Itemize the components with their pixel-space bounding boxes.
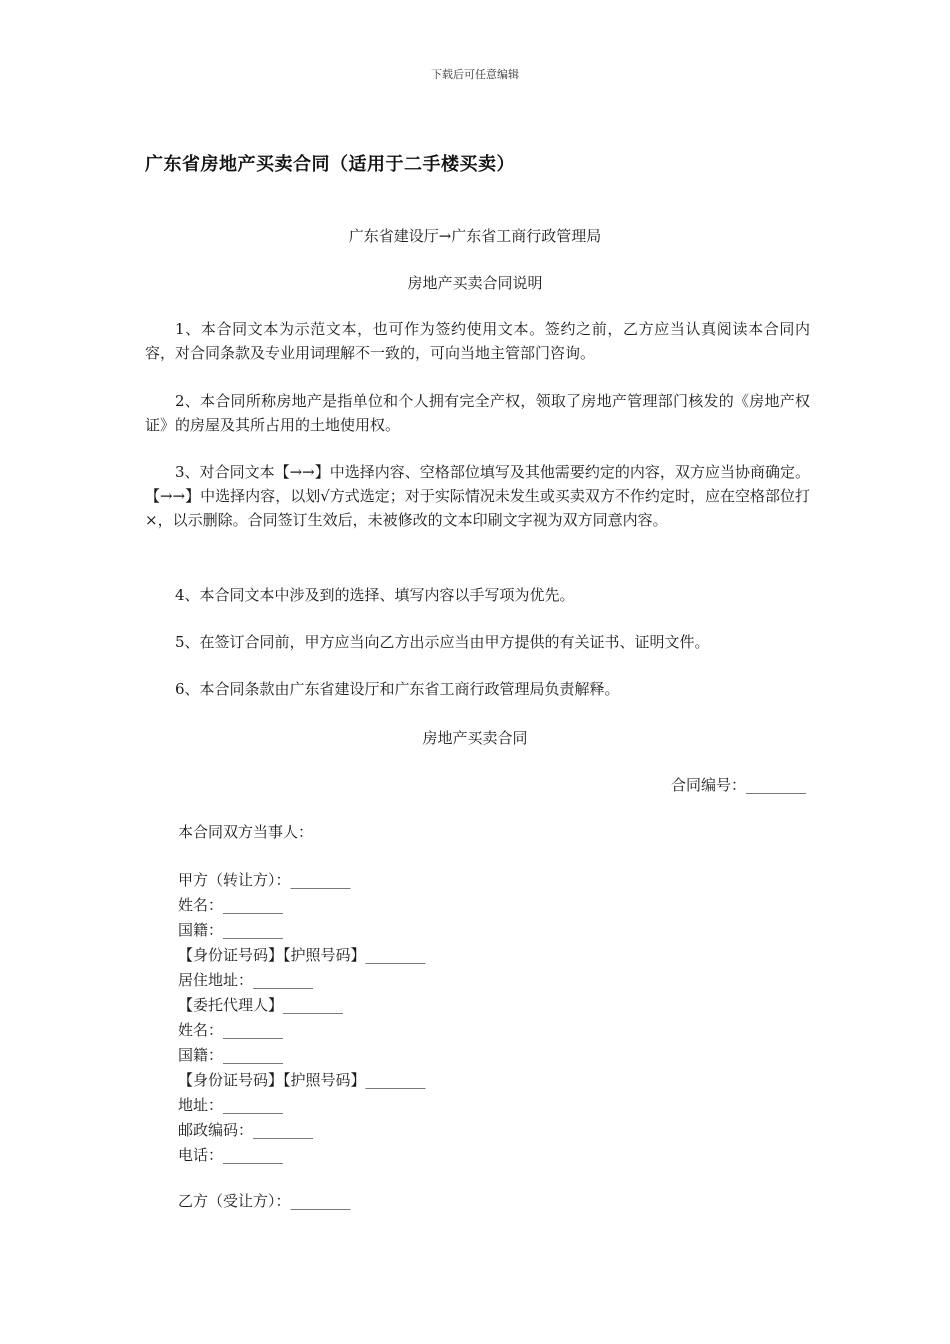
explanation-item-5: 5、在签订合同前，甲方应当向乙方出示应当由甲方提供的有关证书、证明文件。 <box>175 633 710 651</box>
contract-heading: 房地产买卖合同 <box>422 729 528 747</box>
parties-intro: 本合同双方当事人： <box>178 823 314 841</box>
explanation-item-4: 4、本合同文本中涉及到的选择、填写内容以手写项为优先。 <box>175 586 575 604</box>
explanation-heading: 房地产买卖合同说明 <box>407 274 543 292</box>
party-a-fields <box>178 868 426 1168</box>
document-title: 广东省房地产买卖合同（适用于二手楼买卖） <box>145 154 515 175</box>
contract-number-field: 合同编号：________ <box>670 776 806 794</box>
party-a-id-field: 【身份证号码】【护照号码】________ <box>178 946 426 964</box>
explanation-item-2: 2、本合同所称房地产是指单位和个人拥有完全产权，领取了房地产管理部门核发的《房地产权证》的房屋及其所占用的土地使用权。 <box>145 392 810 434</box>
agent-address-field: 地址：________ <box>178 1096 284 1114</box>
agent-label: 【委托代理人】________ <box>178 996 344 1014</box>
explanation-item-6: 6、本合同条款由广东省建设厅和广东省工商行政管理局负责解释。 <box>175 680 620 698</box>
agent-postcode-field: 邮政编码：________ <box>178 1121 314 1139</box>
party-a-name-field: 姓名：________ <box>178 896 284 914</box>
party-a-address-field: 居住地址：________ <box>178 971 314 989</box>
agent-nationality-field: 国籍：________ <box>178 1046 284 1064</box>
header-note: 下载后可任意编辑 <box>431 68 519 81</box>
agent-id-field: 【身份证号码】【护照号码】________ <box>178 1071 426 1089</box>
party-a-label: 甲方（转让方）：________ <box>178 871 351 889</box>
explanation-item-3: 3、对合同文本【→→】中选择内容、空格部位填写及其他需要约定的内容，双方应当协商确定。【→→】中选择内容，以划√方式选定；对于实际情况未发生或买卖双方不作约定时，应在空格部位打×，以示删除。合同签订生效后，未被修改的文本印刷文字视为双方同意内容。 <box>145 463 810 529</box>
issuer-line: 广东省建设厅→广东省工商行政管理局 <box>348 227 602 245</box>
agent-name-field: 姓名：________ <box>178 1021 284 1039</box>
explanation-item-1: 1、本合同文本为示范文本，也可作为签约使用文本。签约之前，乙方应当认真阅读本合同内容，对合同条款及专业用词理解不一致的，可向当地主管部门咨询。 <box>145 320 810 362</box>
party-b-label: 乙方（受让方）：________ <box>178 1192 351 1210</box>
party-a-nationality-field: 国籍：________ <box>178 921 284 939</box>
agent-phone-field: 电话：________ <box>178 1146 284 1164</box>
